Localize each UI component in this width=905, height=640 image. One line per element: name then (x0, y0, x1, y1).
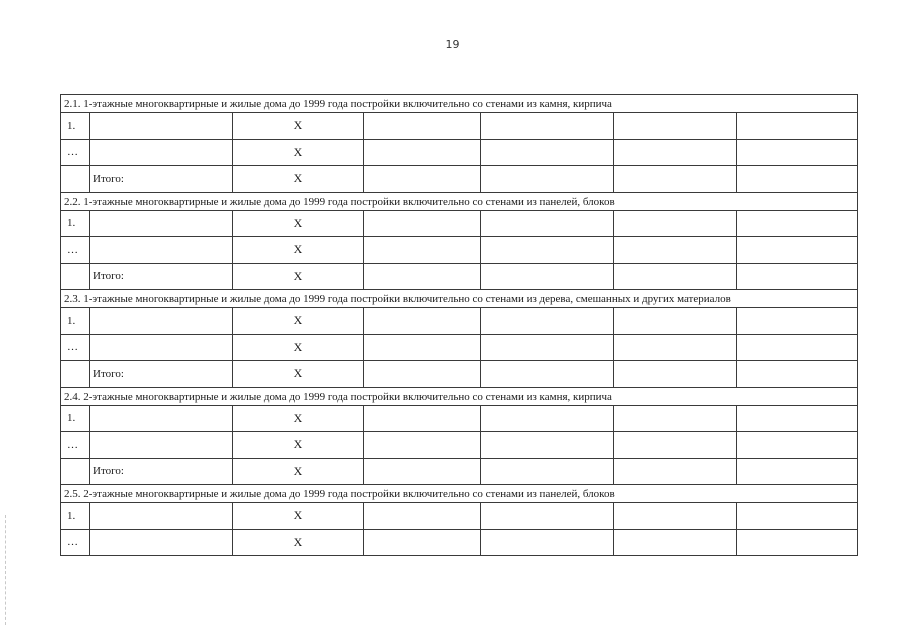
x-mark-cell: X (233, 503, 364, 530)
empty-cell (737, 166, 858, 193)
x-mark-cell: X (233, 166, 364, 193)
empty-cell (737, 210, 858, 237)
empty-cell (737, 139, 858, 166)
table-row (61, 210, 858, 237)
empty-cell (614, 113, 737, 140)
row-number-cell (61, 458, 90, 485)
empty-cell (737, 334, 858, 361)
row-name-cell: Итого: (90, 263, 233, 290)
empty-cell (614, 405, 737, 432)
empty-cell (481, 263, 614, 290)
empty-cell (737, 458, 858, 485)
empty-cell (364, 334, 481, 361)
empty-cell (614, 263, 737, 290)
x-mark-cell: X (233, 210, 364, 237)
empty-cell (481, 458, 614, 485)
empty-cell (614, 503, 737, 530)
row-number-cell: … (61, 334, 90, 361)
section-title: 2.4. 2-этажные многоквартирные и жилые дома до 1999 года постройки включительно со стенами из камня, кирпича (61, 387, 858, 405)
empty-cell (481, 334, 614, 361)
section-header-row (61, 387, 858, 405)
row-number-cell: … (61, 237, 90, 264)
empty-cell (737, 361, 858, 388)
x-mark-cell: X (233, 113, 364, 140)
empty-cell (614, 237, 737, 264)
empty-cell (737, 113, 858, 140)
row-number-cell: 1. (61, 113, 90, 140)
table-row (61, 503, 858, 530)
row-number-cell: … (61, 432, 90, 459)
table-row (61, 432, 858, 459)
x-mark-cell: X (233, 308, 364, 335)
total-row (61, 458, 858, 485)
table-row (61, 139, 858, 166)
empty-cell (364, 210, 481, 237)
empty-cell (737, 237, 858, 264)
row-name-cell: Итого: (90, 166, 233, 193)
row-number-cell: … (61, 139, 90, 166)
x-mark-cell: X (233, 139, 364, 166)
empty-cell (614, 361, 737, 388)
empty-cell (364, 113, 481, 140)
empty-cell (614, 210, 737, 237)
empty-cell (364, 405, 481, 432)
total-row (61, 263, 858, 290)
x-mark-cell: X (233, 432, 364, 459)
row-name-cell (90, 405, 233, 432)
row-name-cell (90, 529, 233, 556)
empty-cell (481, 529, 614, 556)
row-name-cell (90, 139, 233, 166)
x-mark-cell: X (233, 263, 364, 290)
empty-cell (364, 139, 481, 166)
empty-cell (481, 237, 614, 264)
section-title: 2.1. 1-этажные многоквартирные и жилые дома до 1999 года постройки включительно со стенами из камня, кирпича (61, 95, 858, 113)
table-row (61, 237, 858, 264)
row-name-cell: Итого: (90, 361, 233, 388)
table-row (61, 405, 858, 432)
table-row (61, 308, 858, 335)
empty-cell (364, 503, 481, 530)
x-mark-cell: X (233, 458, 364, 485)
empty-cell (364, 361, 481, 388)
empty-cell (481, 405, 614, 432)
row-name-cell (90, 334, 233, 361)
scan-margin-mark (5, 515, 7, 625)
empty-cell (737, 263, 858, 290)
empty-cell (481, 503, 614, 530)
empty-cell (614, 458, 737, 485)
page-number: 19 (445, 38, 460, 51)
section-title: 2.2. 1-этажные многоквартирные и жилые дома до 1999 года постройки включительно со стенами из панелей, блоков (61, 192, 858, 210)
x-mark-cell: X (233, 405, 364, 432)
row-name-cell (90, 308, 233, 335)
section-title: 2.3. 1-этажные многоквартирные и жилые дома до 1999 года постройки включительно со стенами из дерева, смешанных и других материалов (61, 290, 858, 308)
empty-cell (364, 432, 481, 459)
row-name-cell (90, 432, 233, 459)
row-number-cell: … (61, 529, 90, 556)
section-header-row (61, 192, 858, 210)
row-name-cell (90, 237, 233, 264)
empty-cell (614, 166, 737, 193)
empty-cell (481, 166, 614, 193)
row-number-cell (61, 166, 90, 193)
section-header-row (61, 95, 858, 113)
x-mark-cell: X (233, 529, 364, 556)
empty-cell (614, 432, 737, 459)
empty-cell (614, 308, 737, 335)
section-header-row (61, 290, 858, 308)
empty-cell (614, 529, 737, 556)
row-name-cell (90, 210, 233, 237)
empty-cell (481, 210, 614, 237)
table-row (61, 334, 858, 361)
empty-cell (364, 166, 481, 193)
empty-cell (481, 361, 614, 388)
row-number-cell: 1. (61, 503, 90, 530)
x-mark-cell: X (233, 334, 364, 361)
x-mark-cell: X (233, 361, 364, 388)
row-number-cell: 1. (61, 210, 90, 237)
empty-cell (614, 139, 737, 166)
empty-cell (481, 139, 614, 166)
table-row (61, 113, 858, 140)
x-mark-cell: X (233, 237, 364, 264)
empty-cell (737, 405, 858, 432)
total-row (61, 166, 858, 193)
row-number-cell (61, 263, 90, 290)
empty-cell (737, 503, 858, 530)
empty-cell (364, 458, 481, 485)
total-row (61, 361, 858, 388)
section-title: 2.5. 2-этажные многоквартирные и жилые дома до 1999 года постройки включительно со стенами из панелей, блоков (61, 485, 858, 503)
empty-cell (737, 308, 858, 335)
empty-cell (737, 432, 858, 459)
row-name-cell: Итого: (90, 458, 233, 485)
table-row (61, 529, 858, 556)
housing-table (60, 94, 858, 556)
empty-cell (364, 263, 481, 290)
empty-cell (481, 432, 614, 459)
empty-cell (364, 529, 481, 556)
empty-cell (481, 113, 614, 140)
row-number-cell: 1. (61, 308, 90, 335)
row-number-cell: 1. (61, 405, 90, 432)
row-name-cell (90, 503, 233, 530)
section-header-row (61, 485, 858, 503)
empty-cell (481, 308, 614, 335)
empty-cell (364, 237, 481, 264)
row-name-cell (90, 113, 233, 140)
empty-cell (614, 334, 737, 361)
empty-cell (364, 308, 481, 335)
row-number-cell (61, 361, 90, 388)
empty-cell (737, 529, 858, 556)
